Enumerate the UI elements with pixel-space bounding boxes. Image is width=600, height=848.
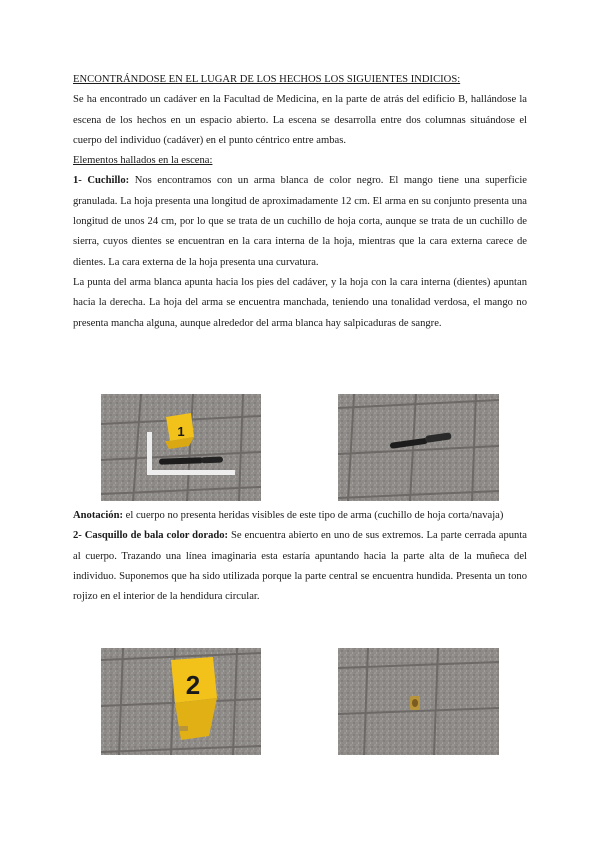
casing-photo-closeup [338,648,499,755]
casing-photo-with-marker [101,648,261,755]
item2-paragraph [73,526,527,607]
annotation-text: el cuerpo no presenta heridas visibles de este tipo de arma (cuchillo de hoja corta/navaja) [123,510,504,521]
item1-text: Nos encontramos con un arma blanca de color negro. El mango tiene una superficie granulada. La hoja presenta una longitud de aproximadamente 12 cm. El arma en su conjunto presenta una longitud de unos 24 cm, por lo que se trata de un cuchillo de hoja corta, aunque se trata de un cuchillo de sierra, cuyos dientes se encuentran en la cara interna de la hoja, mientras que la cara externa carece de dientes. La cara externa de la hoja presenta una curvatura. [73,175,527,268]
item2-text: Se encuentra abierto en uno de sus extremos. La parte cerrada apunta al cuerpo. Trazando una línea imaginaria esta estaría apuntando hacia la parte alta de la muñeca del individuo. Suponemos que ha sido utilizada porque la parte central se encuentra hundida. Presenta un tono rojizo en el interior de la hendidura circular. [73,530,527,603]
knife-photo-closeup [338,394,499,501]
elements-heading: Elementos hallados en la escena: [73,155,213,167]
item1-title: 1- Cuchillo: [73,175,130,187]
item1-paragraph-2: La punta del arma blanca apunta hacia los pies del cadáver, y la hoja con la cara interna (dientes) apuntan hacia la derecha. La hoja del arma se encuentra manchada, teniendo una tonalidad verdosa, el mango no presenta mancha alguna, aunque alrededor del arma blanca hay salpicaduras de sangre. [73,276,527,329]
evidence-marker-number: 1 [177,424,185,439]
knife-photo-with-marker [101,394,261,501]
section-heading: ENCONTRÁNDOSE EN EL LUGAR DE LOS HECHOS LOS SIGUIENTES INDICIOS: [73,74,461,85]
text-section-2 [73,506,527,607]
evidence-marker-number: 2 [185,670,201,700]
item1-paragraph [73,171,527,272]
text-section-1 [73,70,527,334]
annotation-paragraph [73,506,527,526]
intro-paragraph: Se ha encontrado un cadáver en la Facultad de Medicina, en la parte de atrás del edificio B, hallándose la escena de los hechos en un espacio abierto. La escena se desarrolla entre dos columnas situándose el cuerpo del individuo (cadáver) en el punto céntrico entre ambas. [73,94,527,146]
annotation-label: Anotación: [73,510,124,521]
item2-title: 2- Casquillo de bala color dorado: [73,530,229,542]
